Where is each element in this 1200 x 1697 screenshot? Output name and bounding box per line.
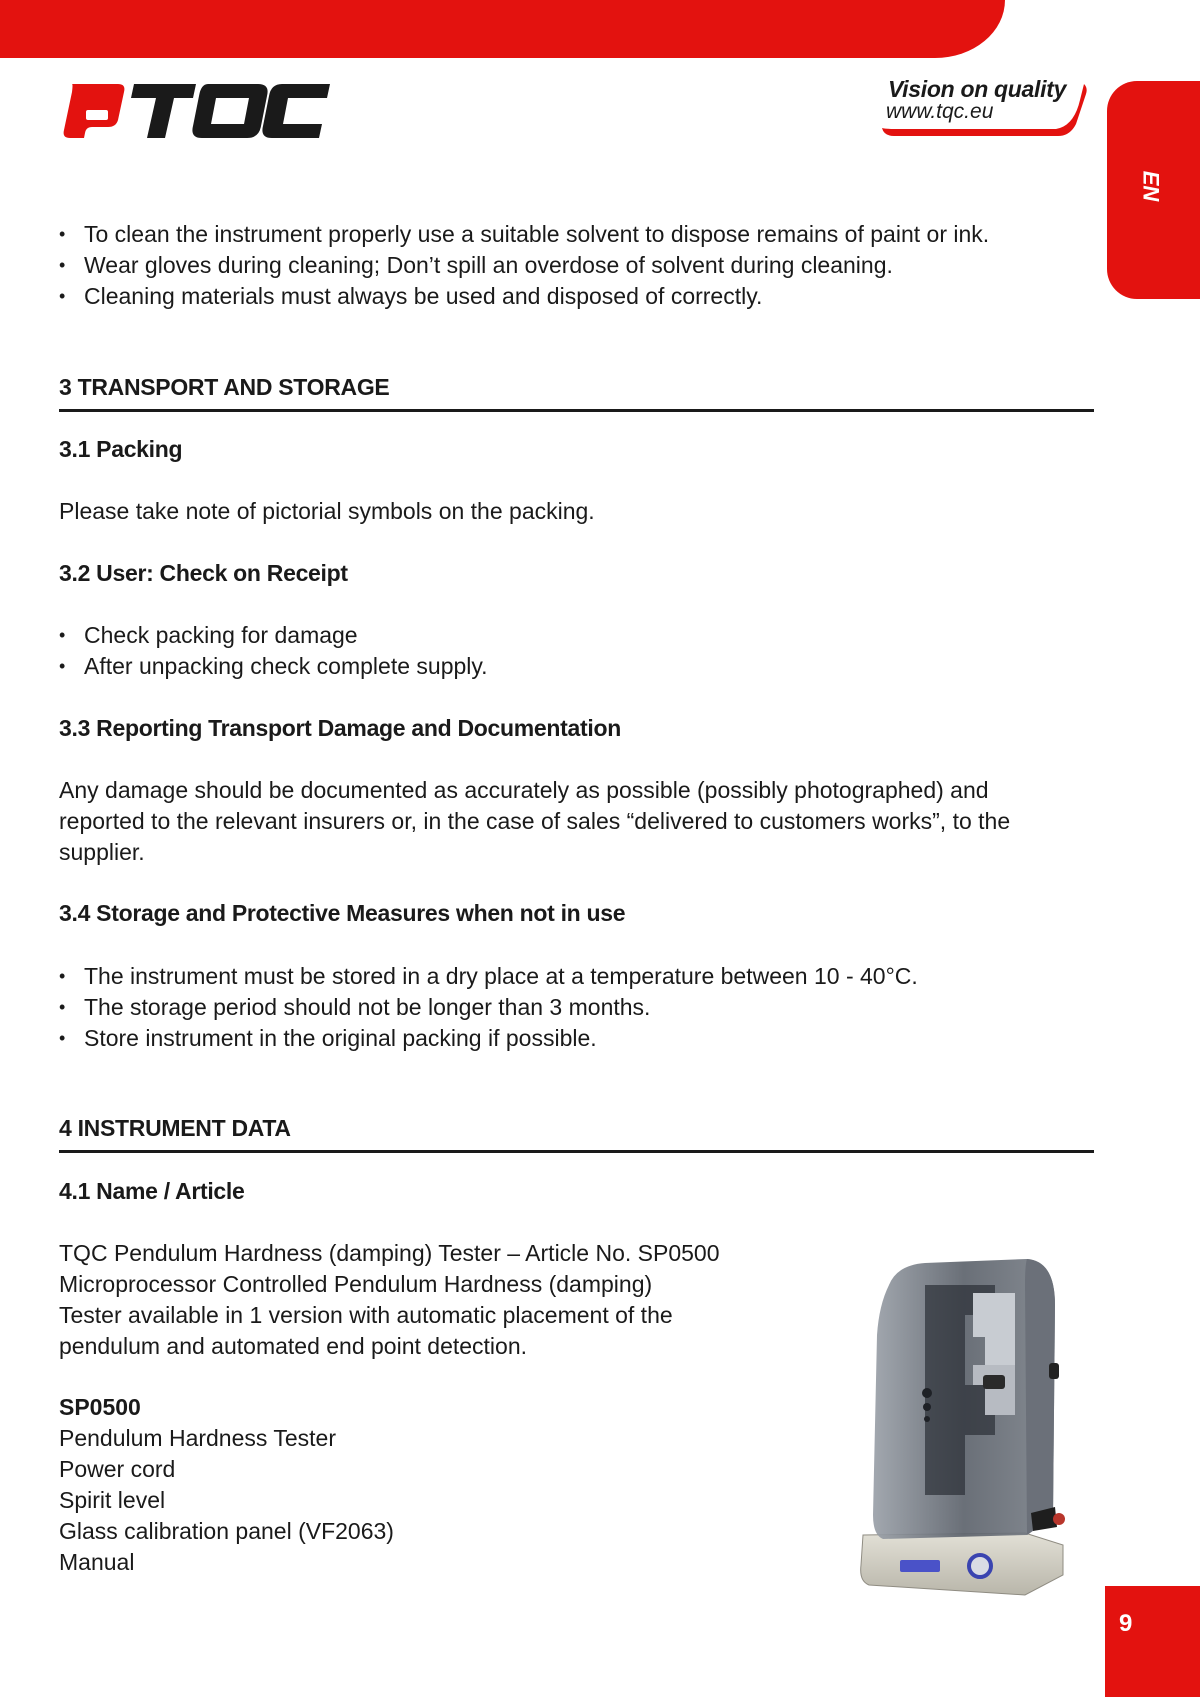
subsection-heading-check-receipt: 3.2 User: Check on Receipt bbox=[59, 560, 348, 586]
cleaning-bullet-list bbox=[59, 219, 1094, 312]
tagline-title: Vision on quality bbox=[888, 76, 1067, 102]
section-heading-instrument-data: 4 INSTRUMENT DATA bbox=[59, 1115, 1094, 1153]
list-item: • Store instrument in the original packing if possible. bbox=[59, 1023, 1094, 1054]
website-link[interactable]: www.tqc.eu bbox=[886, 100, 994, 123]
subsection-heading-storage-measures: 3.4 Storage and Protective Measures when not in use bbox=[59, 900, 626, 926]
list-item: • To clean the instrument properly use a suitable solvent to dispose remains of paint or ink. bbox=[59, 219, 1094, 250]
subsection-heading-reporting-damage: 3.3 Reporting Transport Damage and Documentation bbox=[59, 715, 621, 741]
reporting-damage-paragraph bbox=[59, 775, 1010, 868]
article-description bbox=[59, 1238, 720, 1362]
list-item: • Check packing for damage bbox=[59, 620, 1094, 651]
list-item: Power cord bbox=[59, 1456, 176, 1482]
paragraph-line: Any damage should be documented as accurately as possible (possibly photographed) and bbox=[59, 777, 989, 803]
article-code: SP0500 bbox=[59, 1394, 141, 1420]
page-number-tab bbox=[1105, 1586, 1200, 1697]
paragraph-line: TQC Pendulum Hardness (damping) Tester – Article No. SP0500 bbox=[59, 1240, 720, 1266]
packing-text: Please take note of pictorial symbols on the packing. bbox=[59, 498, 595, 524]
page-number: 9 bbox=[1119, 1610, 1133, 1637]
supply-contents-list bbox=[59, 1392, 394, 1578]
list-item: • After unpacking check complete supply. bbox=[59, 651, 1094, 682]
paragraph-line: supplier. bbox=[59, 839, 145, 865]
tagline-block bbox=[880, 76, 1092, 140]
paragraph-line: pendulum and automated end point detection. bbox=[59, 1333, 528, 1359]
paragraph-line: reported to the relevant insurers or, in the case of sales “delivered to customers works”, to the bbox=[59, 808, 1011, 834]
list-item: Spirit level bbox=[59, 1487, 166, 1513]
list-item: • Wear gloves during cleaning; Don’t spill an overdose of solvent during cleaning. bbox=[59, 250, 1094, 281]
subsection-heading-packing: 3.1 Packing bbox=[59, 436, 183, 462]
language-tab[interactable] bbox=[1107, 81, 1200, 299]
list-item: Pendulum Hardness Tester bbox=[59, 1425, 336, 1451]
receipt-bullet-list bbox=[59, 620, 1094, 682]
tqc-logo bbox=[58, 80, 333, 142]
storage-bullet-list bbox=[59, 961, 1094, 1054]
pendulum-tester-product-image bbox=[855, 1245, 1080, 1605]
list-item: • The storage period should not be longer than 3 months. bbox=[59, 992, 1094, 1023]
header-red-banner bbox=[0, 0, 1005, 58]
list-item: Manual bbox=[59, 1549, 135, 1575]
section-heading-transport-storage: 3 TRANSPORT AND STORAGE bbox=[59, 374, 1094, 412]
language-tab-label: EN bbox=[1138, 170, 1164, 202]
list-item: • The instrument must be stored in a dry place at a temperature between 10 - 40°C. bbox=[59, 961, 1094, 992]
list-item: Glass calibration panel (VF2063) bbox=[59, 1518, 394, 1544]
list-item: • Cleaning materials must always be used and disposed of correctly. bbox=[59, 281, 1094, 312]
subsection-heading-name-article: 4.1 Name / Article bbox=[59, 1178, 245, 1204]
paragraph-line: Microprocessor Controlled Pendulum Hardness (damping) bbox=[59, 1271, 653, 1297]
paragraph-line: Tester available in 1 version with automatic placement of the bbox=[59, 1302, 673, 1328]
